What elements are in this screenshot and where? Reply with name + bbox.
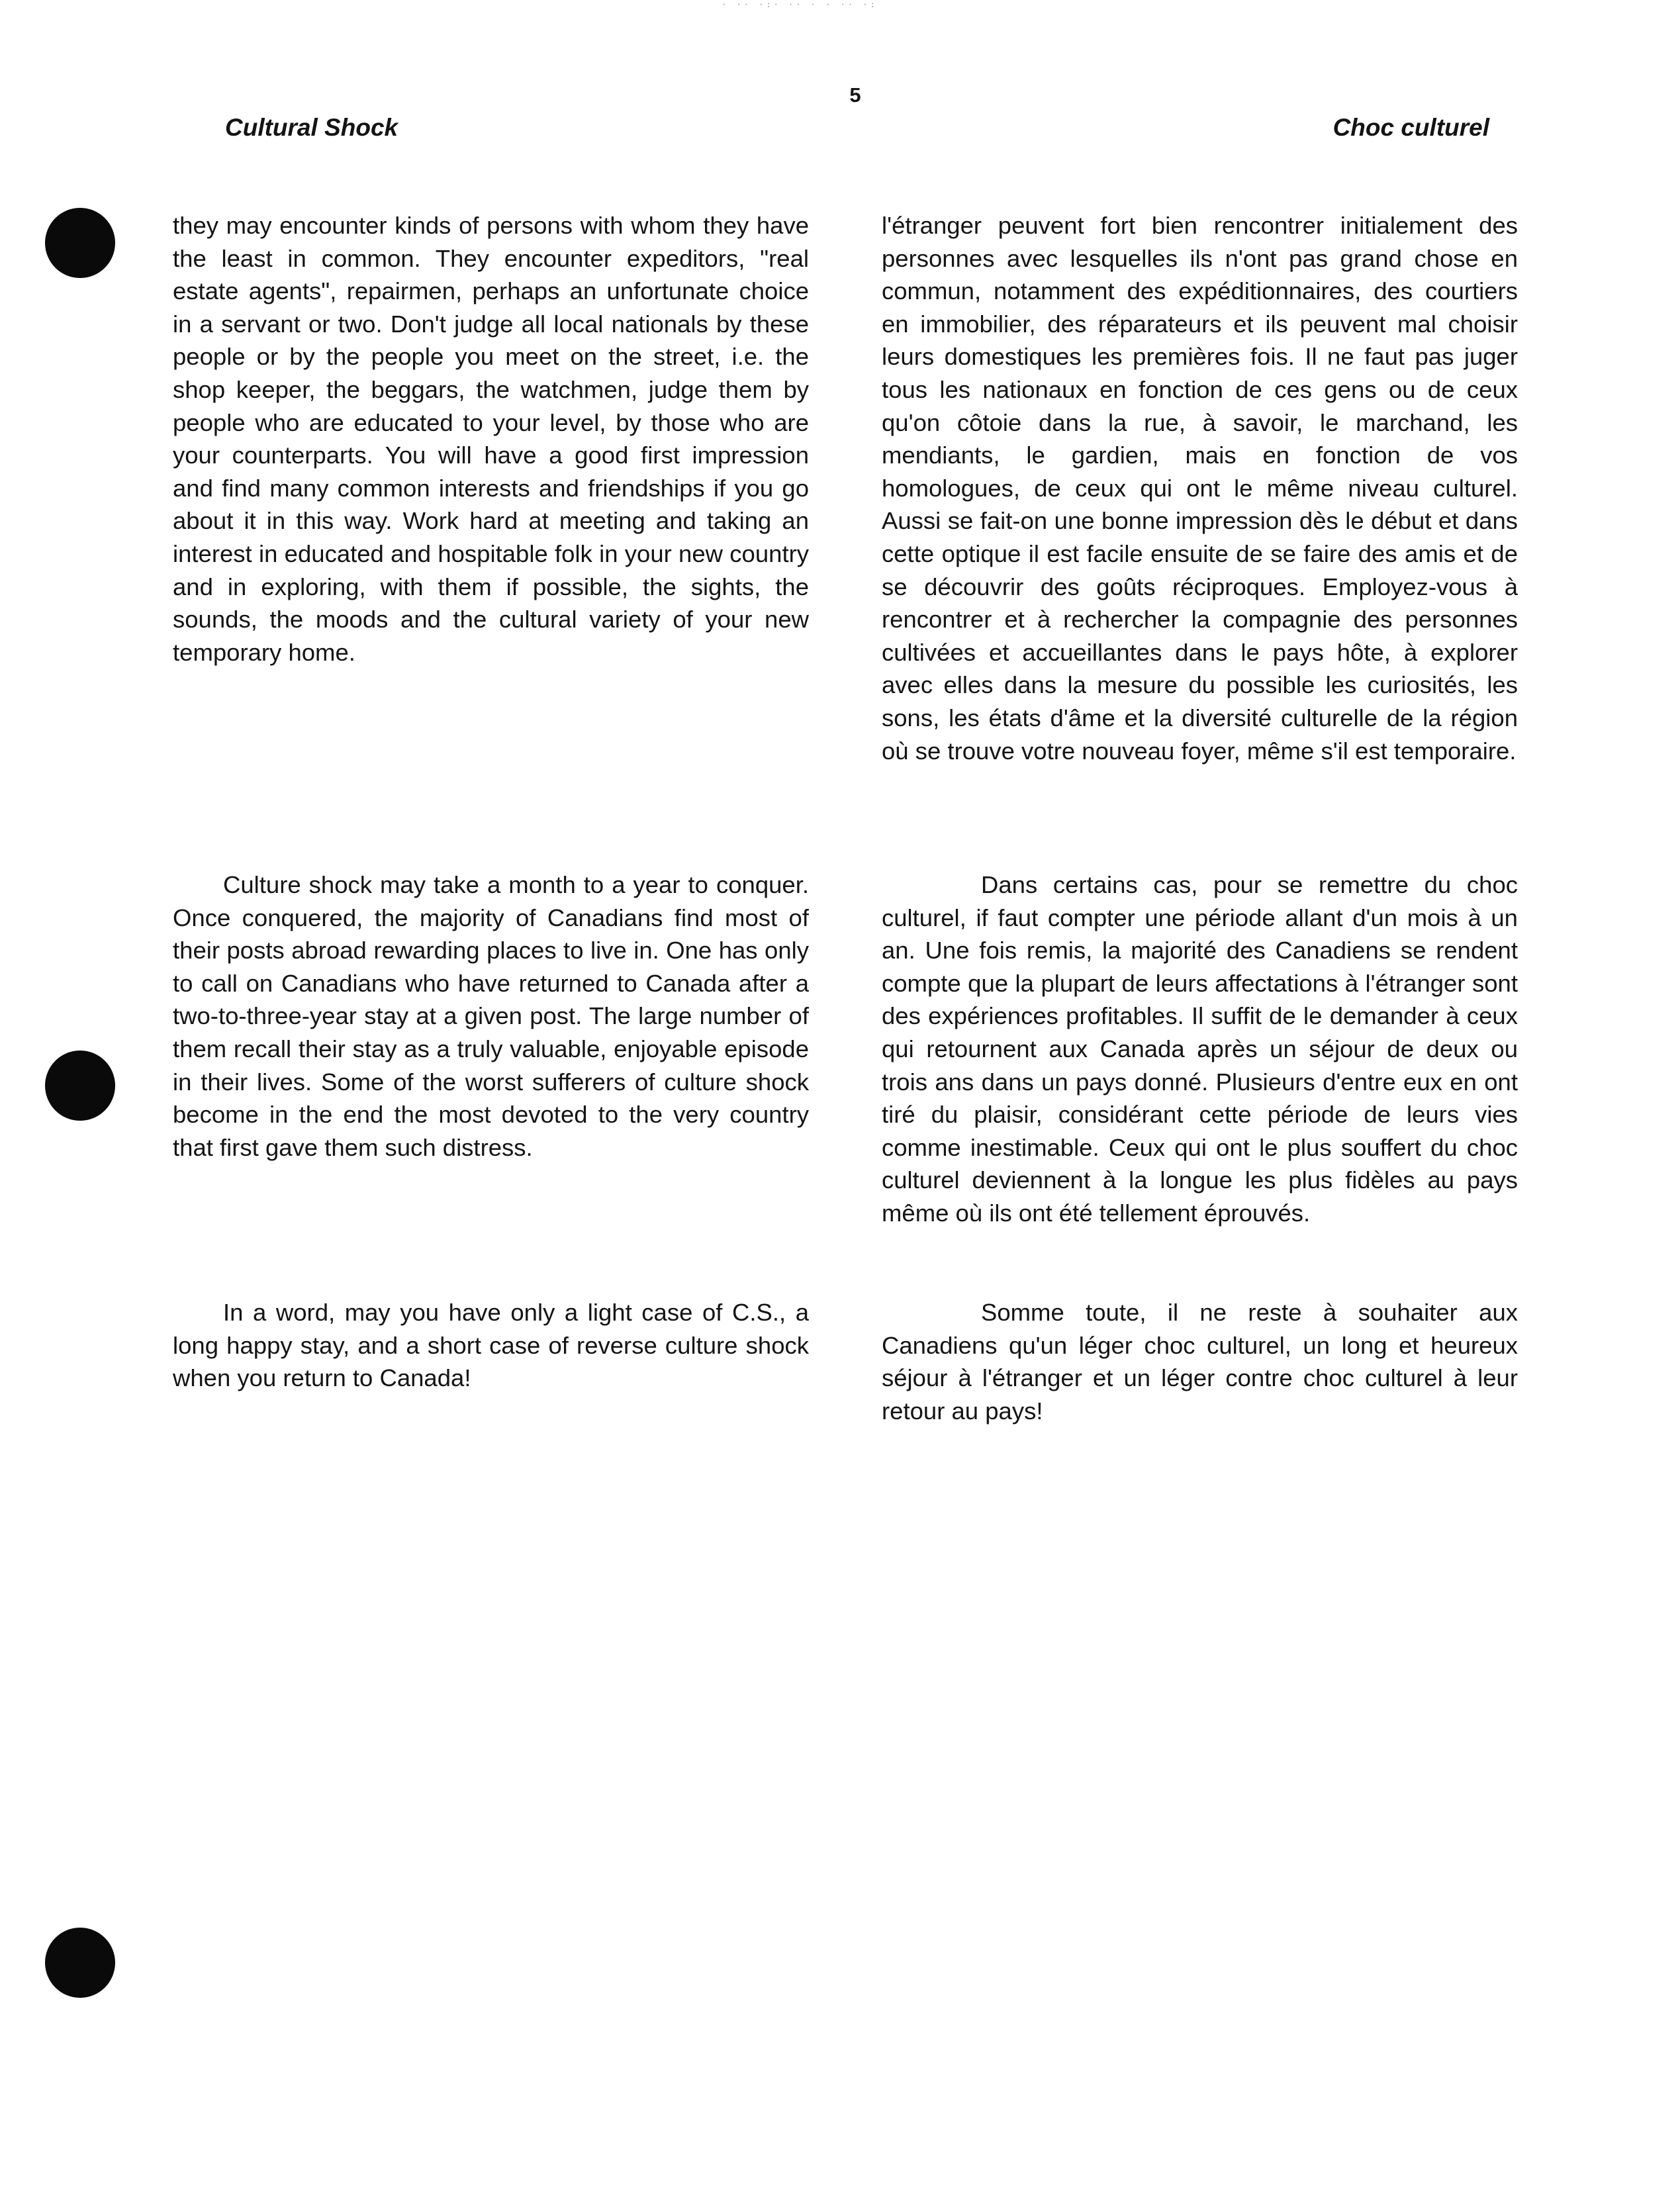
english-paragraph: Culture shock may take a month to a year to conquer. Once conquered, the majority of Canadians find most of their posts abroad rewarding places to live in. One has only to call on Canadians who have returned to Canada after a two-to-three-year stay at a given post. The large number of them recall their stay as a truly valuable, enjoyable episode in their lives. Some of the worst sufferers of culture shock become in the end the most devoted to the very country that first gave them such distress. (173, 871, 809, 1161)
header-english-title: Cultural Shock (225, 114, 398, 141)
english-paragraph: In a word, may you have only a light case of C.S., a long happy stay, and a short case of reverse culture shock when you return to Canada! (173, 1299, 809, 1392)
french-paragraph: Dans certains cas, pour se remettre du choc culturel, if faut compter une période allant d'un mois à un an. Une fois remis, la majorité des Canadiens se rendent compte que la plupart de leurs affectations à l'étranger sont des expériences profitables. Il suffit de le demander à ceux qui retournent aux Canada après un séjour de deux ou trois ans dans un pays donné. Plusieurs d'entre eux en ont tiré du plaisir, considérant cette période de leurs vies comme inestimable. Ceux qui ont le plus souffert du choc culturel deviennent à la longue les plus fidèles au pays même où ils ont été tellement éprouvés. (882, 871, 1518, 1227)
header-french-title: Choc culturel (1332, 114, 1489, 141)
french-paragraph: l'étranger peuvent fort bien rencontrer initialement des personnes avec lesquelles ils n'ont pas grand chose en commun, notamment des expéditionnaires, des courtiers en immobilier, des réparateurs et ils peuvent mal choisir leurs domestiques les premières fois. Il ne faut pas juger tous les nationaux en fonction de ces gens ou de ceux qu'on côtoie dans la rue, à savoir, le marchand, les mendiants, le gardien, mais en fonction de vos homologues, de ceux qui ont le même niveau culturel. Aussi se fait-on une bonne impression dès le début et dans cette optique il est facile ensuite de se faire des amis et de se découvrir des goûts réciproques. Employez-vous à rencontrer et à rechercher la compagnie des personnes cultivées et accueillantes dans le pays hôte, à explorer avec elles dans la mesure du possible les curiosités, les sons, les états d'âme et la diversité culturelle de la région où se trouve votre nouveau foyer, même s'il est temporaire. (882, 212, 1518, 765)
binder-hole (45, 208, 115, 278)
scan-artifact: · ·· ·:· ·· · · ·· ·: (722, 0, 878, 9)
page-number: 5 (849, 83, 861, 107)
french-paragraph: Somme toute, il ne reste à souhaiter aux Canadiens qu'un léger choc culturel, un long et heureux séjour à l'étranger et un léger contre choc culturel à leur retour au pays! (882, 1299, 1518, 1425)
english-paragraph: they may encounter kinds of persons with whom they have the least in common. They encounter expeditors, "real estate agents", repairmen, perhaps an unfortunate choice in a servant or two. Don't judge all local nationals by these people or by the people you meet on the street, i.e. the shop keeper, the beggars, the watchmen, judge them by people who are educated to your level, by those who are your counterparts. You will have a good first impression and find many common interests and friendships if you go about it in this way. Work hard at meeting and taking an interest in educated and hospitable folk in your new country and in exploring, with them if possible, the sights, the sounds, the moods and the cultural variety of your new temporary home. (173, 212, 809, 666)
binder-hole (45, 1928, 115, 1998)
binder-hole (45, 1051, 115, 1121)
